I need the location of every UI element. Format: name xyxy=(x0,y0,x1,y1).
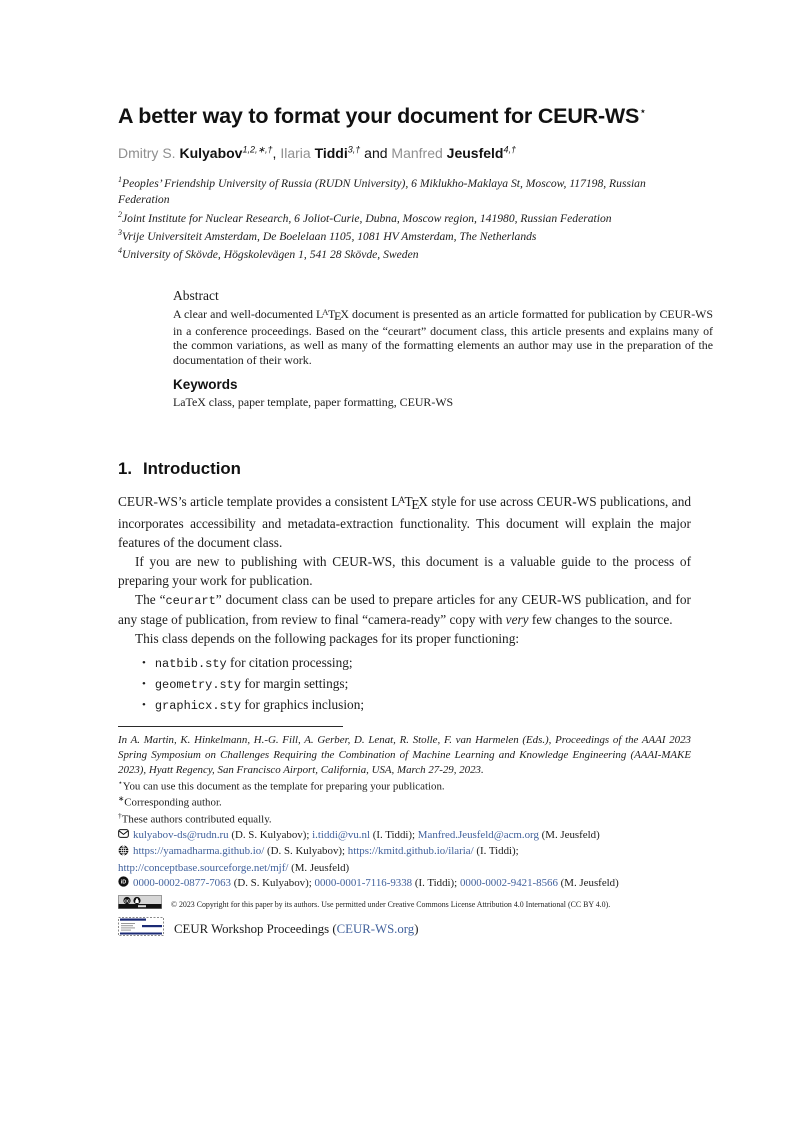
author xyxy=(118,145,280,161)
intro-paragraph-4: This class depends on the following packages for its proper functioning: xyxy=(135,630,520,646)
author-separator: , xyxy=(272,144,281,161)
inline-code: natbib.sty xyxy=(154,656,227,671)
affiliation-marker: 3 xyxy=(118,227,122,237)
ceur-line xyxy=(118,917,691,941)
author-marker: 3,† xyxy=(347,144,361,155)
affiliation-text: Vrije Universiteit Amsterdam, De Boelelaan 1105, 1081 HV Amsterdam, The Netherlands xyxy=(122,229,537,243)
author-last-name: Tiddi xyxy=(314,144,348,161)
affiliation-marker: 1 xyxy=(118,174,122,184)
globe-icon xyxy=(118,845,129,861)
intro-paragraph-2: If you are new to publishing with CEUR-WS, this document is a valuable guide to the process of preparing your work for publication. xyxy=(118,553,691,588)
keywords-text: LaTeX class, paper template, paper formatting, CEUR-WS xyxy=(173,395,454,410)
author xyxy=(391,145,516,161)
footnote-rule xyxy=(118,726,343,727)
abstract-section xyxy=(173,288,713,411)
intro-paragraph-3: The “ceurart” document class can be used to prepare articles for any CEUR-WS publication, and for any stage of publication, from review to final “camera-ready” copy with very few changes to the source. xyxy=(118,591,691,627)
email-line: kulyabov-ds@rudn.ru (D. S. Kulyabov); i.tiddi@vu.nl (I. Tiddi); Manfred.Jeusfeld@acm.org (M. Jeusfeld) xyxy=(118,828,691,845)
paper-title xyxy=(118,104,691,129)
ceur-ws-link[interactable]: CEUR-WS.org xyxy=(336,921,415,936)
affiliation-marker: 4 xyxy=(118,246,122,256)
author-marker: 4,† xyxy=(503,144,516,155)
title-footnote-marker: ⋆ xyxy=(639,104,647,118)
orcid-link[interactable]: 0000-0002-0877-7063 xyxy=(133,876,232,889)
ceur-text: CEUR Workshop Proceedings (CEUR-WS.org) xyxy=(174,921,419,936)
emphasized-word: very xyxy=(505,611,529,627)
inline-code: graphicx.sty xyxy=(154,698,242,713)
orcid-link[interactable]: 0000-0001-7116-9338 xyxy=(314,876,413,889)
author-first-name: Manfred xyxy=(391,144,443,161)
email-link[interactable]: i.tiddi@vu.nl xyxy=(312,828,370,841)
author-first-name: Dmitry S. xyxy=(118,144,176,161)
list-item: • geometry.sty for margin settings; xyxy=(142,674,691,695)
author xyxy=(280,145,391,161)
affiliation-marker: 2 xyxy=(118,209,122,219)
license-line xyxy=(118,895,691,914)
section-title: Introduction xyxy=(143,459,241,479)
cc-by-badge-icon xyxy=(118,895,162,914)
homepage-link[interactable]: http://conceptbase.sourceforge.net/mjf/ xyxy=(118,861,289,874)
affiliation xyxy=(118,227,691,245)
footnote-corresponding: ∗Corresponding author. xyxy=(118,794,222,810)
venue-note: In A. Martin, K. Hinkelmann, H.-G. Fill, A. Gerber, D. Lenat, R. Stolle, F. van Harmelen (Eds.), Proceedings of the AAAI 2023 Spring Symposium on Challenges Requiring the Combination of Machine Learning and Knowledge Engineering (AAAI-MAKE 2023), Hyatt Regency, San Francisco Airport, California, USA, March 27-29, 2023. xyxy=(118,733,691,776)
footnote-template: ⋆You can use this document as the template for preparing your publication. xyxy=(118,777,445,793)
svg-text:cc: cc xyxy=(124,898,130,905)
orcid-line: iD 0000-0002-0877-7063 (D. S. Kulyabov); 0000-0001-7116-9338 (I. Tiddi); 0000-0002-9421-8566 (M. Jeusfeld) xyxy=(118,876,691,893)
orcid-icon xyxy=(118,876,129,892)
paper-title-text: A better way to format your document for CEUR-WS xyxy=(118,104,640,129)
ceur-ws-logo-icon xyxy=(118,917,164,941)
list-item: • graphicx.sty for graphics inclusion; xyxy=(142,695,691,716)
homepage-line: https://yamadharma.github.io/ (D. S. Kulyabov); https://kmitd.github.io/ilaria/ (I. Tiddi); http://conceptbase.sourceforge.net/mjf/ (M. Jeusfeld) xyxy=(118,845,519,874)
footnote-equal-contribution: †These authors contributed equally. xyxy=(118,811,272,826)
affiliation xyxy=(118,209,691,227)
author-last-name: Kulyabov xyxy=(179,144,243,161)
inline-code: geometry.sty xyxy=(154,677,242,692)
copyright-text: © 2023 Copyright for this paper by its authors. Use permitted under Creative Commons License Attribution 4.0 International (CC BY 4.0). xyxy=(171,900,611,910)
list-item: • natbib.sty for citation processing; xyxy=(142,653,691,674)
svg-text:iD: iD xyxy=(120,879,127,886)
author-marker: 1,2,∗,† xyxy=(242,144,273,155)
paper-content xyxy=(118,0,713,941)
section-number: 1. xyxy=(118,459,132,479)
affiliation xyxy=(118,174,691,209)
affiliation-text: Peoples’ Friendship University of Russia (RUDN University), 6 Miklukho-Maklaya St, Moscow, 117198, Russian Federation xyxy=(118,176,646,207)
author-line xyxy=(118,144,691,161)
package-list xyxy=(142,653,691,716)
intro-paragraph-1: CEUR-WS’s article template provides a consistent LATEX style for use across CEUR-WS publications, and incorporates accessibility and metadata-extraction functionality. This document will explain the major features of the document class. xyxy=(118,494,691,550)
homepage-link[interactable]: https://yamadharma.github.io/ xyxy=(133,845,265,858)
keywords-heading: Keywords xyxy=(173,377,238,393)
affiliation-list xyxy=(118,174,691,264)
envelope-icon xyxy=(118,828,129,844)
email-link[interactable]: Manfred.Jeusfeld@acm.org xyxy=(417,828,539,841)
author-separator: and xyxy=(360,144,392,161)
inline-code: ceurart xyxy=(165,593,216,608)
affiliation-text: University of Skövde, Högskolevägen 1, 541 28 Skövde, Sweden xyxy=(122,248,419,262)
footnote-block xyxy=(118,726,691,942)
latex-logo: LATEX xyxy=(316,306,349,323)
homepage-link[interactable]: https://kmitd.github.io/ilaria/ xyxy=(347,845,474,858)
author-last-name: Jeusfeld xyxy=(446,144,504,161)
author-first-name: Ilaria xyxy=(280,144,311,161)
affiliation xyxy=(118,245,691,263)
latex-logo: LATEX xyxy=(391,494,428,512)
orcid-link[interactable]: 0000-0002-9421-8566 xyxy=(459,876,558,889)
abstract-heading: Abstract xyxy=(173,287,219,303)
abstract-text: A clear and well-documented LATEX document is presented as an article formatted for publication by CEUR-WS in a conference proceedings. Based on the “ceurart” document class, this article presents and explains many of the common variations, as well as many of the formatting elements an author may use in the preparation of the documentation of their work. xyxy=(173,306,713,367)
section-heading-introduction xyxy=(118,459,691,479)
email-link[interactable]: kulyabov-ds@rudn.ru xyxy=(133,828,229,841)
affiliation-text: Joint Institute for Nuclear Research, 6 Joliot-Curie, Dubna, Moscow region, 141980, Russian Federation xyxy=(122,211,612,225)
